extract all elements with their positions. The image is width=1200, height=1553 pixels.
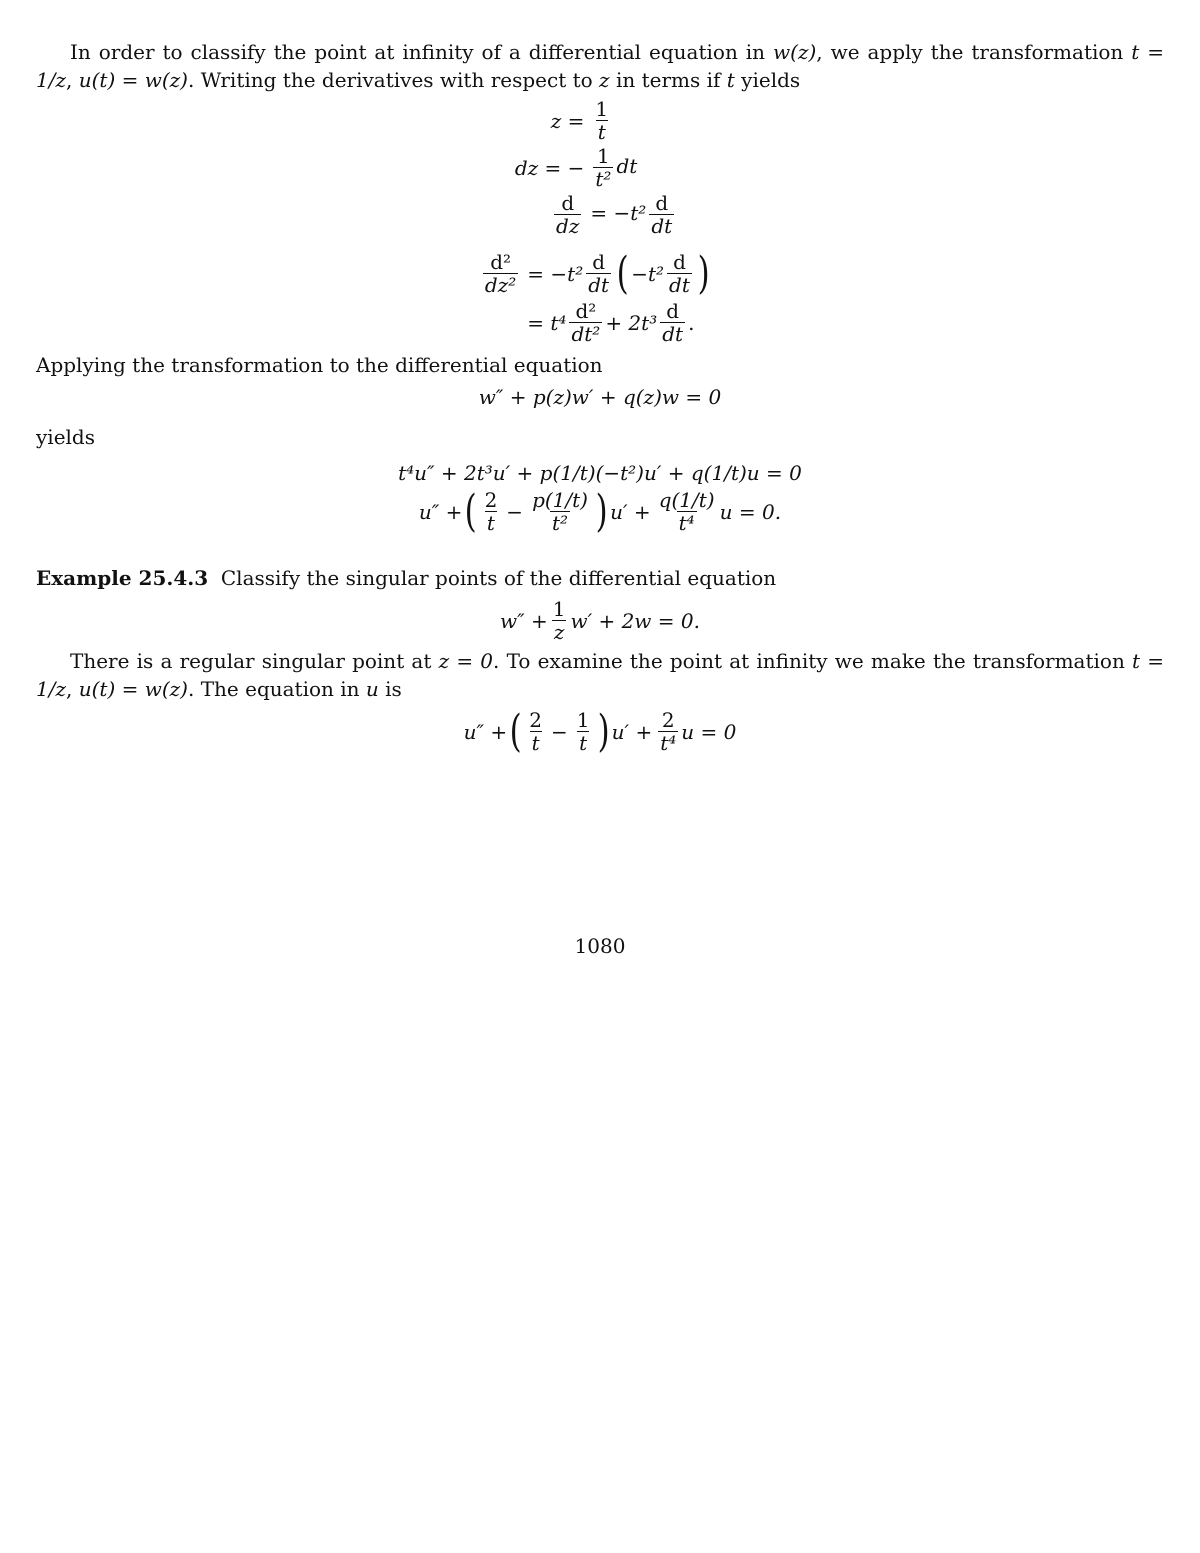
- eq-row-1-lhs: z =: [550, 108, 585, 133]
- applying-text: Applying the transformation to the differential equation: [36, 353, 603, 377]
- text: ,: [66, 68, 73, 92]
- math-inline: w(z): [773, 40, 817, 64]
- math-inline: t: [726, 68, 735, 92]
- fraction: $\frac{1}{\text{t²}}$: [595, 144, 612, 191]
- intro-paragraph: [36, 38, 1164, 94]
- ode-equation: w″ + p(z)w′ + q(z)w = 0: [478, 385, 722, 409]
- text: In order to classify the point at infinity of a differential equation in: [70, 40, 766, 64]
- page-number: 1080: [574, 934, 626, 958]
- example-solution-paragraph: There is a regular singular point at z = 0. To examine the point at infinity we make the transformation t = 1/z, u(t) = w(z). The equation in u is: [36, 649, 1165, 701]
- text: . Writing the derivatives with respect to: [187, 68, 593, 92]
- transformed-line-1: t⁴u″ + 2t³u′ + p(1/t)(−t²)u′ + q(1/t)u = 0: [398, 461, 802, 485]
- fraction: $\frac{d}{dt}$: [651, 191, 673, 238]
- text: yields: [741, 68, 801, 92]
- text: , we apply the transformation: [816, 40, 1124, 64]
- example-equation: w″ + $\frac{1}{z}$ w′ + 2w = 0.: [500, 597, 700, 644]
- final-equation: u″ + ( $\frac{2}{t}$ − $\frac{1}{t}$ ) u′ + $\frac{2}{\text{t⁴}}$ u = 0: [463, 705, 737, 757]
- eq-row-3-lhs: $\frac{d}{dz}$: [556, 191, 580, 238]
- fraction: $\frac{1}{t}$: [595, 97, 609, 144]
- math-inline: z: [599, 68, 610, 92]
- transformed-line-2: u″ + ( $\frac{2}{t}$ − $\frac{p(1/t)}{\text{t²}}$ ) u′ + $\frac{q(1/t)}{\text{t⁴}}$ u = 0.: [418, 485, 782, 537]
- eq-row-4-lhs: $\frac{\text{d²}}{\text{dz²}}$: [484, 250, 517, 297]
- eq-row-2-lhs: dz = −: [514, 155, 585, 180]
- math-inline: t = 1/z: [36, 40, 1164, 92]
- yields-text: yields: [36, 425, 95, 449]
- math-inline: u(t) = w(z): [78, 68, 188, 92]
- transformed-equations: [36, 461, 1164, 537]
- derivative-equations: z = $\frac{1}{t}$ dz = − $\frac{1}{\text{t²}}$ dt $\frac{d}{dz}$ = −t² $\frac{d}{dt}$ $\frac{\text{d²}}{\text{dz²}}$ = −t² $\frac{d}{dt}$ ( −t² $\frac{d}{dt}$ ) = t⁴ $\frac{\text{d²}}{\text{dt²}}$ + 2t³ $\frac{d}{dt}$ .: [28, 98, 1164, 345]
- page-content: [36, 38, 1165, 757]
- example-heading: Example 25.4.3 Classify the singular points of the differential equation: [36, 566, 777, 590]
- text: in terms if: [615, 68, 721, 92]
